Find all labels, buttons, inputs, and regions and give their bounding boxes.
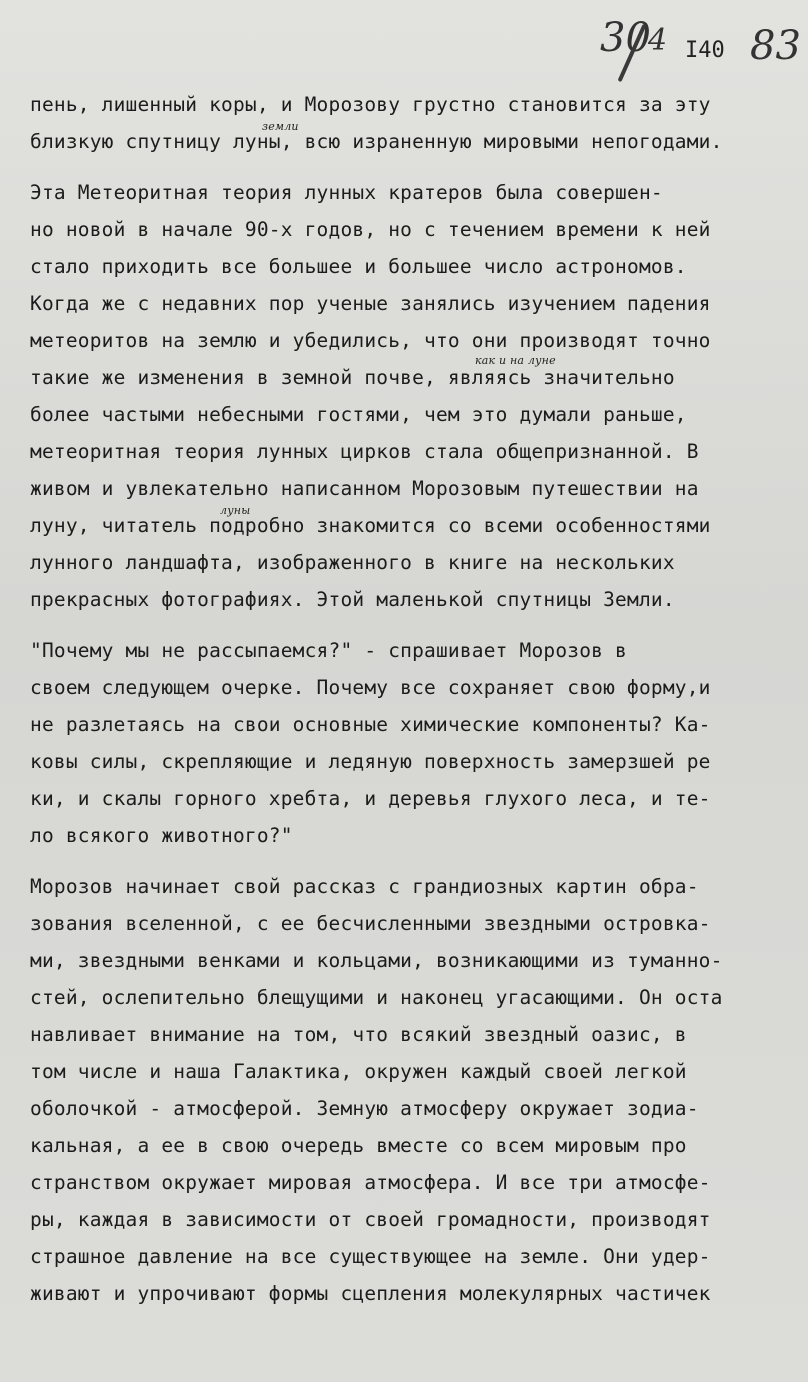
text-line: но новой в начале 90-х годов, но с течением времени к ней [30, 218, 711, 241]
archive-number-struck: 4 [648, 23, 668, 58]
text-line: кальная, а ее в свою очередь вместе со всем мировым про [30, 1134, 687, 1157]
text-line-content: луну, читатель подробно знакомится со всеми особенностями [30, 514, 711, 537]
text-line: более частыми небесными гостями, чем это думали раньше, [30, 403, 687, 426]
text-line: навливает внимание на том, что всякий звездный оазис, в [30, 1023, 687, 1046]
page-header [590, 14, 800, 84]
text-line: страшное давление на все существующее на земле. Они удер- [30, 1245, 711, 1268]
handwritten-insertion: земли [262, 120, 299, 133]
text-line: живают и упрочивают формы сцепления молекулярных частичек [30, 1282, 711, 1305]
text-line: странством окружает мировая атмосфера. И все три атмосфе- [30, 1171, 711, 1194]
paragraph-gap [30, 160, 798, 174]
text-line: не разлетаясь на свои основные химические компоненты? Ка- [30, 713, 711, 736]
paragraph-gap [30, 854, 798, 868]
text-line [30, 504, 798, 544]
text-line: метеоритов на землю и убедились, что они производят точно [30, 329, 711, 352]
text-body [30, 86, 798, 1312]
archive-number: 30 [600, 15, 651, 61]
text-line: том числе и наша Галактика, окружен каждый своей легкой [30, 1060, 687, 1083]
handwritten-insertion: как и на луне [475, 354, 556, 367]
text-line: оболочкой - атмосферой. Земную атмосферу окружает зодиа- [30, 1097, 699, 1120]
text-line: пень, лишенный коры, и Морозову грустно становится за эту [30, 93, 711, 116]
text-line: стало приходить все большее и большее число астрономов. [30, 255, 687, 278]
text-line [30, 354, 798, 396]
text-line: лунного ландшафта, изображенного в книге на нескольких [30, 551, 675, 574]
text-line: ми, звездными венками и кольцами, возникающими из туманно- [30, 949, 723, 972]
text-line-content: такие же изменения в земной почве, являясь значительно [30, 366, 675, 389]
text-line: метеоритная теория лунных цирков стала общепризнанной. В [30, 440, 699, 463]
text-line-content: близкую спутницу луны, всю израненную мировыми непогодами. [30, 130, 723, 153]
text-line: "Почему мы не рассыпаемся?" - спрашивает Морозов в [30, 639, 627, 662]
sheet-number: 83 [750, 23, 801, 69]
paragraph-gap [30, 618, 798, 632]
text-line: живом и увлекательно написанном Морозовым путешествии на [30, 477, 699, 500]
text-line: Эта Метеоритная теория лунных кратеров была совершен- [30, 181, 663, 204]
text-line: стей, ослепительно блещущими и наконец угасающими. Он оста [30, 986, 723, 1009]
text-line: Морозов начинает свой рассказ с грандиозных картин обра- [30, 875, 699, 898]
handwritten-insertion: луны [220, 504, 251, 517]
page-number: I40 [685, 38, 725, 63]
text-line: ры, каждая в зависимости от своей громадности, производят [30, 1208, 711, 1231]
text-line [30, 120, 798, 160]
text-line: ки, и скалы горного хребта, и деревья глухого леса, и те- [30, 787, 711, 810]
text-line: прекрасных фотографиях. Этой маленькой спутницы Земли. [30, 588, 675, 611]
text-line: ковы силы, скрепляющие и ледяную поверхность замерзшей ре [30, 750, 711, 773]
text-line: своем следующем очерке. Почему все сохраняет свою форму,и [30, 676, 711, 699]
text-line: зования вселенной, с ее бесчисленными звездными островка- [30, 912, 711, 935]
text-line: Когда же с недавних пор ученые занялись изучением падения [30, 292, 711, 315]
text-line: ло всякого животного?" [30, 824, 293, 847]
